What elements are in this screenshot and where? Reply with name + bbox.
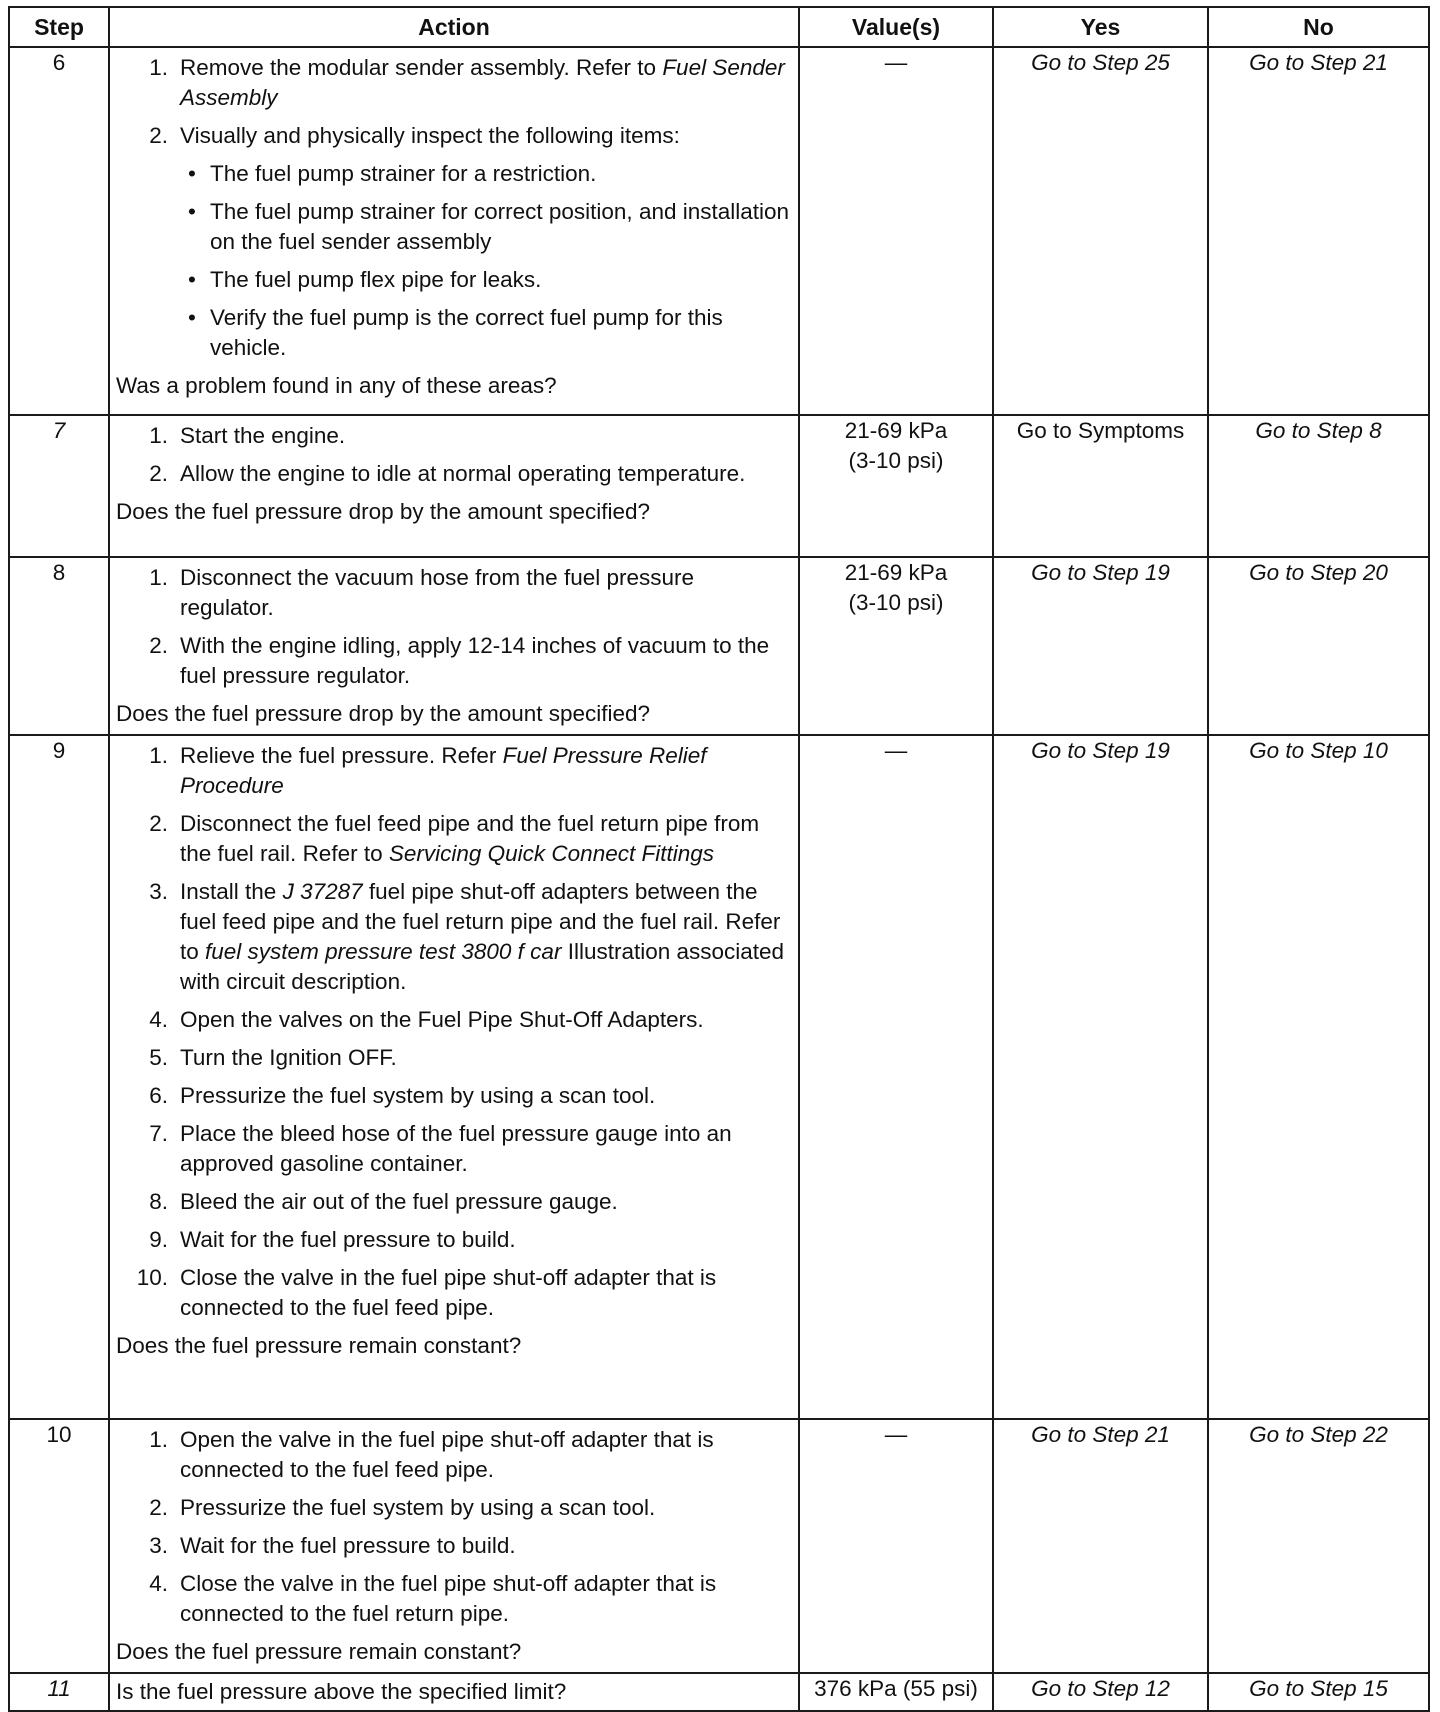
value-cell: — [799, 1419, 993, 1673]
value-kpa: 21-69 kPa [844, 560, 948, 585]
action-step: 9. Wait for the fuel pressure to build. [149, 1227, 516, 1252]
no-outcome: Go to Step 21 [1208, 47, 1429, 415]
action-step: 3. Wait for the fuel pressure to build. [149, 1533, 516, 1558]
step-index: 2. [149, 123, 168, 148]
action-step: 1. Open the valve in the fuel pipe shut-off adapter that is connected to the fuel feed pipe. [149, 1427, 714, 1482]
header-no: No [1208, 7, 1429, 47]
bullet-item: • Verify the fuel pump is the correct fuel pump for this vehicle. [188, 305, 723, 360]
table-row-step-8 [9, 557, 1429, 735]
action-step: 10. Close the valve in the fuel pipe shut-off adapter that is connected to the fuel feed pipe. [136, 1265, 717, 1320]
header-step: Step [9, 7, 109, 47]
action-cell [109, 557, 799, 735]
action-step: 3. Install the J 37287 fuel pipe shut-off adapters between the fuel feed pipe and the fuel return pipe and the fuel rail. Refer to fuel system pressure test 3800 f car Illustration associated with circuit description. [149, 879, 785, 994]
action-cell [109, 47, 799, 415]
reference-link-text: Servicing Quick Connect Fittings [388, 841, 714, 866]
tool-reference-text: J 37287 [282, 879, 363, 904]
step-question: Is the fuel pressure above the specified limit? [116, 1679, 567, 1704]
step-text: Visually and physically inspect the following items: [180, 123, 680, 148]
action-step: 6. Pressurize the fuel system by using a scan tool. [149, 1083, 656, 1108]
step-number: 6 [9, 47, 109, 415]
value-cell [799, 415, 993, 557]
action-step: 1. Disconnect the vacuum hose from the fuel pressure regulator. [149, 565, 695, 620]
step-question: Does the fuel pressure drop by the amount specified? [116, 499, 651, 524]
value-psi: (3-10 psi) [848, 590, 944, 615]
reference-link-text: Fuel Pressure Relief Procedure [180, 743, 707, 798]
action-step: 7. Place the bleed hose of the fuel pressure gauge into an approved gasoline container. [149, 1121, 732, 1176]
action-cell [109, 1673, 799, 1711]
action-step: 2. Disconnect the fuel feed pipe and the fuel return pipe from the fuel rail. Refer to Servicing Quick Connect Fittings [149, 811, 760, 866]
table-row-step-9 [9, 735, 1429, 1419]
step-number: 7 [9, 415, 109, 557]
yes-outcome: Go to Symptoms [993, 415, 1208, 557]
no-outcome: Go to Step 22 [1208, 1419, 1429, 1673]
bullet-icon: • [188, 199, 196, 224]
yes-outcome: Go to Step 12 [993, 1673, 1208, 1711]
bullet-item: • The fuel pump flex pipe for leaks. [180, 265, 792, 295]
header-action: Action [109, 7, 799, 47]
header-row [9, 7, 1429, 47]
action-step: 2. With the engine idling, apply 12-14 inches of vacuum to the fuel pressure regulator. [149, 633, 770, 688]
action-step: 4. Open the valves on the Fuel Pipe Shut-Off Adapters. [149, 1007, 704, 1032]
action-steps [116, 421, 792, 489]
reference-link-text: Fuel Sender Assembly [180, 55, 785, 110]
no-outcome: Go to Step 15 [1208, 1673, 1429, 1711]
step-question: Was a problem found in any of these areas? [116, 373, 557, 398]
value-cell: — [799, 47, 993, 415]
step-number: 8 [9, 557, 109, 735]
step-question: Does the fuel pressure remain constant? [116, 1333, 522, 1358]
no-outcome: Go to Step 8 [1208, 415, 1429, 557]
action-steps [116, 53, 792, 363]
table-row-step-10 [9, 1419, 1429, 1673]
action-step [116, 121, 792, 363]
no-outcome: Go to Step 20 [1208, 557, 1429, 735]
action-steps [116, 1425, 792, 1629]
diagnostic-table [8, 6, 1430, 1712]
value-cell [799, 557, 993, 735]
step-index: 1. [149, 55, 168, 80]
action-steps [116, 741, 792, 1323]
header-values: Value(s) [799, 7, 993, 47]
yes-outcome: Go to Step 19 [993, 557, 1208, 735]
yes-outcome: Go to Step 19 [993, 735, 1208, 1419]
value-kpa: 21-69 kPa [844, 418, 948, 443]
step-number: 9 [9, 735, 109, 1419]
table-row-step-6 [9, 47, 1429, 415]
step-text: Remove the modular sender assembly. Refer to [180, 55, 663, 80]
value-psi: (3-10 psi) [848, 448, 944, 473]
action-step [116, 53, 792, 113]
value-cell: — [799, 735, 993, 1419]
action-step: 1. Relieve the fuel pressure. Refer Fuel Pressure Relief Procedure [149, 743, 707, 798]
action-step: 4. Close the valve in the fuel pipe shut-off adapter that is connected to the fuel return pipe. [149, 1571, 717, 1626]
action-step: 5. Turn the Ignition OFF. [149, 1045, 397, 1070]
reference-link-text: fuel system pressure test 3800 f car [205, 939, 562, 964]
action-step: 2. Allow the engine to idle at normal operating temperature. [149, 461, 746, 486]
action-cell [109, 735, 799, 1419]
bullet-item: • The fuel pump strainer for correct position, and installation on the fuel sender assembly [188, 199, 790, 254]
step-number: 10 [9, 1419, 109, 1673]
bullet-item: • The fuel pump strainer for a restriction. [180, 159, 792, 189]
step-number: 11 [9, 1673, 109, 1711]
inspection-bullets [180, 159, 792, 363]
step-question: Does the fuel pressure remain constant? [116, 1639, 522, 1664]
value-cell: 376 kPa (55 psi) [799, 1673, 993, 1711]
action-cell [109, 1419, 799, 1673]
no-outcome: Go to Step 10 [1208, 735, 1429, 1419]
action-step: 8. Bleed the air out of the fuel pressure gauge. [149, 1189, 618, 1214]
action-step: 1. Start the engine. [149, 423, 346, 448]
action-step: 2. Pressurize the fuel system by using a scan tool. [149, 1495, 656, 1520]
bullet-icon: • [188, 267, 196, 292]
diagnostic-table-sheet [8, 6, 1428, 1712]
action-cell [109, 415, 799, 557]
yes-outcome: Go to Step 25 [993, 47, 1208, 415]
table-row-step-7 [9, 415, 1429, 557]
header-yes: Yes [993, 7, 1208, 47]
action-steps [116, 563, 792, 691]
table-row-step-11 [9, 1673, 1429, 1711]
yes-outcome: Go to Step 21 [993, 1419, 1208, 1673]
step-question: Does the fuel pressure drop by the amount specified? [116, 701, 651, 726]
bullet-icon: • [188, 161, 196, 186]
bullet-icon: • [188, 305, 196, 330]
